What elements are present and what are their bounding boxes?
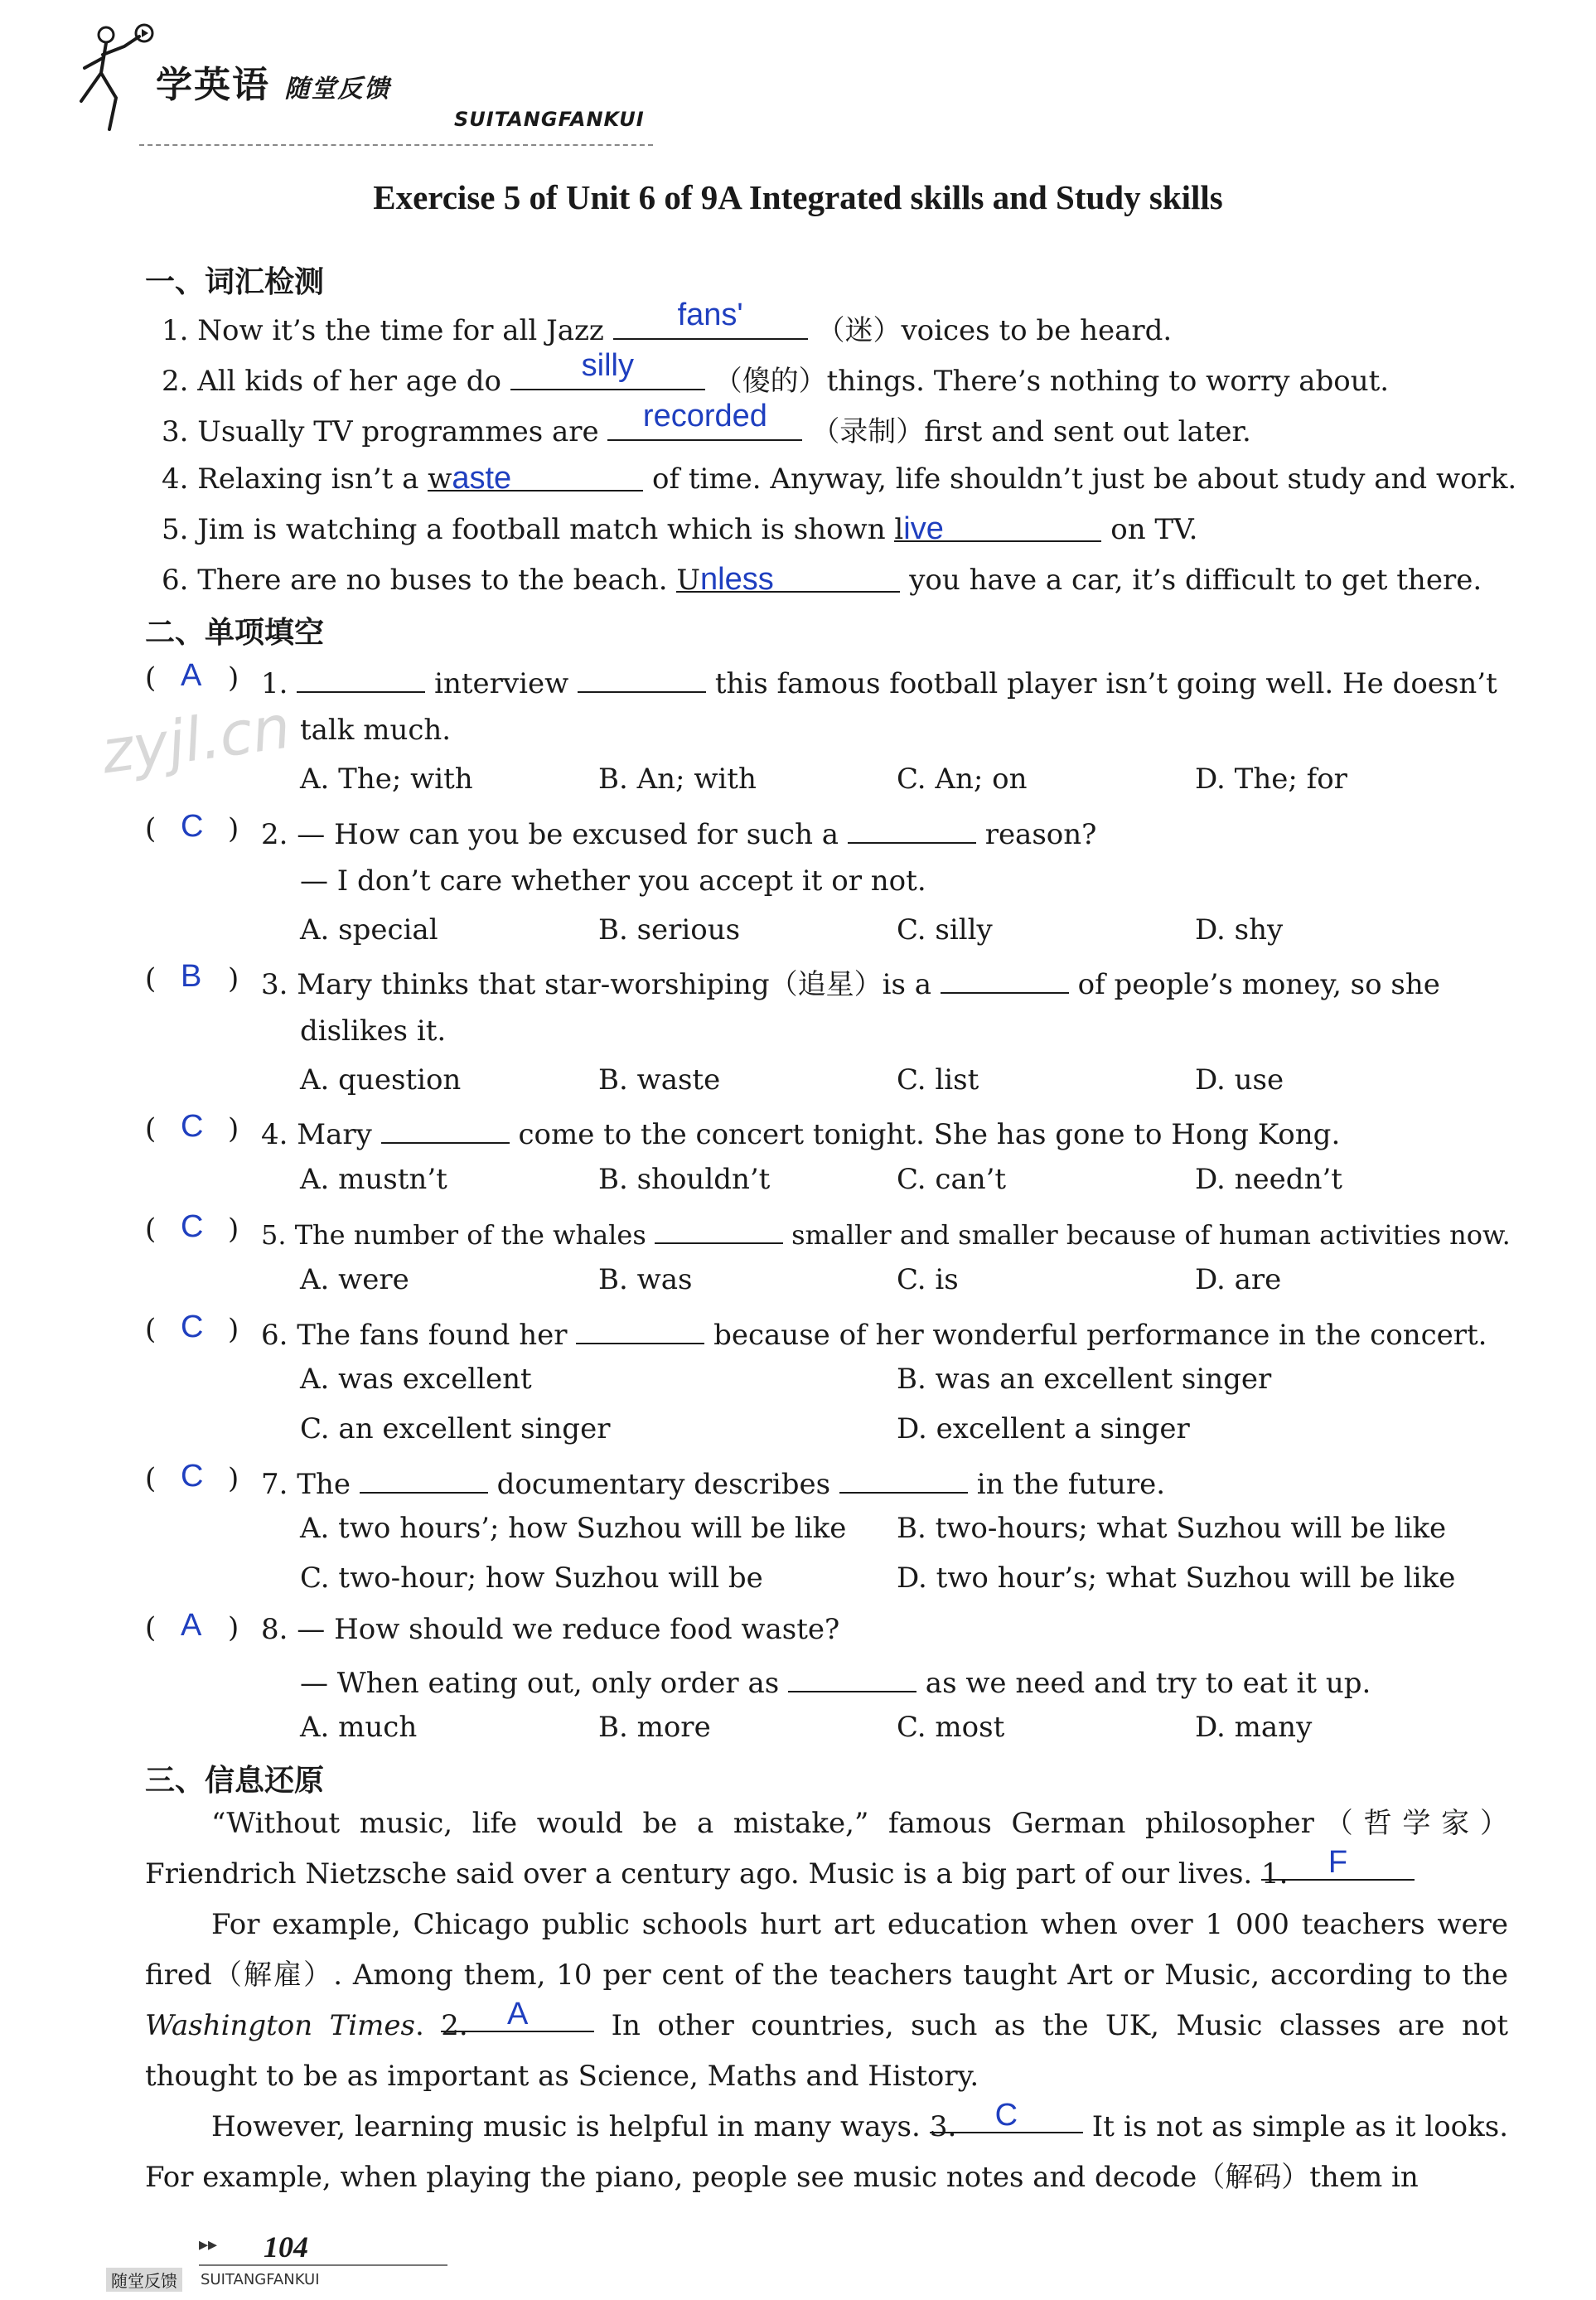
answer-blank[interactable]	[613, 298, 808, 340]
paren-left: (	[145, 1462, 157, 1495]
header	[73, 22, 670, 129]
option-a[interactable]: A. mustn’t	[300, 1163, 447, 1196]
answer-blank[interactable]	[655, 1213, 783, 1244]
option-d[interactable]: D. are	[1195, 1263, 1282, 1296]
answer-blank[interactable]	[381, 1112, 510, 1144]
vocab-text: （录制）first and sent out later.	[811, 415, 1251, 448]
answer-blank-1[interactable]	[1261, 1845, 1415, 1891]
question-text	[261, 1462, 1165, 1503]
question-text	[261, 812, 1096, 853]
answer-blank[interactable]	[576, 1313, 704, 1344]
paren-right: )	[228, 1313, 239, 1346]
mc-answer[interactable]: C	[181, 1109, 204, 1144]
question-text-part: The fans found her	[297, 1319, 568, 1352]
vocab-text: 2. All kids of her age do	[162, 365, 501, 398]
option-d[interactable]: D. shy	[1195, 913, 1284, 947]
passage-paragraph-2	[145, 1900, 1508, 2102]
option-c[interactable]: C. most	[897, 1711, 1005, 1744]
option-d[interactable]: D. excellent a singer	[897, 1412, 1190, 1445]
option-b[interactable]: B. two-hours; what Suzhou will be like	[897, 1512, 1447, 1545]
option-b[interactable]: B. serious	[598, 913, 741, 947]
section-2-heading: 二、单项填空	[145, 616, 325, 650]
answer-text: recorded	[642, 399, 767, 433]
vocab-text: 6. There are no buses to the beach.	[162, 564, 668, 597]
passage-text: However, learning music is helpful in many ways.	[211, 2110, 921, 2143]
vocab-text: 5. Jim is watching a football match which is shown	[162, 513, 886, 546]
answer-blank[interactable]	[510, 348, 705, 390]
given-letter: U	[676, 564, 701, 597]
vocab-text: you have a car, it’s difficult to get there.	[909, 564, 1482, 597]
option-a[interactable]: A. question	[300, 1063, 462, 1097]
mc-answer[interactable]: B	[181, 959, 202, 994]
vocab-text: 4. Relaxing isn’t a	[162, 462, 419, 496]
vocab-text: （傻的）things. There’s nothing to worry about.	[713, 365, 1390, 398]
mc-answer[interactable]: A	[181, 1608, 202, 1643]
footer	[106, 2230, 355, 2291]
passage-text: For example, Chicago public schools hurt art education when over 1 000 teachers were fired（解雇）. Among them, 10 per cent of the teachers taught Art or Music, according to the	[145, 1908, 1508, 1992]
passage-text: .	[414, 2009, 424, 2042]
question-number: 6.	[261, 1319, 288, 1352]
footer-rule	[199, 2264, 447, 2266]
vocab-text: 3. Usually TV programmes are	[162, 415, 599, 448]
mc-answer[interactable]: C	[181, 1459, 204, 1494]
option-a[interactable]: A. were	[300, 1263, 409, 1296]
vocab-item-2	[162, 348, 1390, 399]
answer-blank-3[interactable]	[929, 2098, 1083, 2143]
paren-right: )	[228, 1611, 239, 1644]
brand-title	[156, 55, 390, 108]
answer-text: C	[994, 2098, 1018, 2133]
option-a[interactable]: A. special	[300, 913, 438, 947]
option-d[interactable]: D. many	[1195, 1711, 1313, 1744]
vocab-item-6	[162, 561, 1482, 598]
paren-left: (	[145, 1112, 157, 1145]
option-c[interactable]: C. is	[897, 1263, 959, 1296]
question-text	[261, 1313, 1487, 1353]
question-number: 3.	[261, 968, 288, 1001]
question-number: 2.	[261, 818, 288, 851]
option-b[interactable]: B. was an excellent singer	[897, 1363, 1272, 1396]
option-b[interactable]: B. An; with	[598, 763, 757, 796]
passage-paragraph-1	[145, 1799, 1508, 1900]
question-text	[261, 1213, 1511, 1253]
paren-left: (	[145, 661, 157, 695]
answer-text: F	[1328, 1845, 1348, 1880]
question-number: 4.	[261, 1118, 288, 1151]
newspaper-name: Washington Times	[145, 2009, 415, 2042]
section-3-heading: 三、信息还原	[145, 1764, 325, 1798]
question-text-part: — How can you be excused for such a	[297, 818, 839, 851]
answer-blank[interactable]	[839, 1462, 968, 1494]
option-c[interactable]: C. silly	[897, 913, 993, 947]
option-b[interactable]: B. shouldn’t	[598, 1163, 771, 1196]
option-c[interactable]: C. an excellent singer	[300, 1412, 611, 1445]
page-title: Exercise 5 of Unit 6 of 9A Integrated skills and Study skills	[373, 178, 1223, 216]
passage-paragraph-3	[145, 2098, 1509, 2203]
option-d[interactable]: D. use	[1195, 1063, 1284, 1097]
mc-answer[interactable]: C	[181, 809, 204, 844]
runner-logo-icon	[73, 22, 156, 138]
question-text	[261, 1611, 839, 1648]
paren-left: (	[145, 962, 157, 995]
option-b[interactable]: B. waste	[598, 1063, 721, 1097]
answer-blank-2[interactable]	[441, 1997, 594, 2042]
answer-blank[interactable]	[607, 399, 802, 441]
question-text-part: Mary	[297, 1118, 372, 1151]
vocab-text: of time. Anyway, life shouldn’t just be about study and work.	[652, 462, 1517, 496]
question-text-part: this famous football player isn’t going well. He doesn’t	[714, 667, 1497, 700]
question-text-part: interview	[434, 667, 569, 700]
vocab-item-3	[162, 399, 1251, 450]
paren-left: (	[145, 1213, 157, 1246]
blank-number: 2.	[441, 2009, 468, 2042]
option-b[interactable]: B. was	[598, 1263, 693, 1296]
question-text-part: as we need and try to eat it up.	[925, 1667, 1371, 1700]
question-text-part: because of her wonderful performance in the concert.	[713, 1319, 1487, 1352]
question-text-cont: dislikes it.	[300, 1014, 447, 1048]
question-number: 7.	[261, 1468, 288, 1501]
passage-text: It is not as simple as it looks. For example, when playing the piano, people see music notes and decode（解码）them in	[145, 2110, 1509, 2194]
option-a[interactable]: A. was excellent	[300, 1363, 532, 1396]
answer-blank[interactable]	[894, 511, 1101, 546]
option-c[interactable]: C. An; on	[897, 763, 1028, 796]
answer-blank[interactable]	[578, 661, 706, 693]
paren-right: )	[228, 1112, 239, 1145]
option-b[interactable]: B. more	[598, 1711, 711, 1744]
option-c[interactable]: C. can’t	[897, 1163, 1007, 1196]
question-number: 1.	[261, 667, 288, 700]
question-text-part: smaller and smaller because of human activities now.	[791, 1219, 1511, 1251]
question-text-part: Mary thinks that star-worshiping（追星）is a	[297, 968, 931, 1001]
given-letter: w	[428, 462, 452, 496]
paren-right: )	[228, 1462, 239, 1495]
blank-number: 3.	[929, 2110, 957, 2143]
question-text-part: The	[297, 1468, 351, 1501]
answer-text: A	[507, 1997, 529, 2031]
question-text-part: reason?	[984, 818, 1097, 851]
option-a[interactable]: A. The; with	[300, 763, 473, 796]
vocab-item-1	[162, 298, 1173, 349]
mc-answer[interactable]: A	[181, 658, 202, 693]
question-text	[261, 962, 1440, 1003]
question-text	[261, 1112, 1340, 1153]
passage-text: In other countries, such as the UK, Music classes are not thought to be as important as Science, Maths and History.	[145, 2009, 1508, 2093]
paren-right: )	[228, 812, 239, 845]
question-text-cont: talk much.	[300, 714, 452, 747]
paren-right: )	[228, 962, 239, 995]
question-text-part: — How should we reduce food waste?	[297, 1613, 840, 1646]
header-divider	[139, 144, 653, 146]
paren-left: (	[145, 1313, 157, 1346]
page-number: 104	[264, 2230, 308, 2264]
double-arrow-icon: ▸▸	[199, 2235, 218, 2255]
question-text-part: — When eating out, only order as	[300, 1667, 780, 1700]
answer-blank[interactable]	[941, 962, 1069, 994]
question-text-cont: — I don’t care whether you accept it or not.	[300, 864, 926, 898]
footer-tag: 随堂反馈	[106, 2268, 182, 2292]
paren-right: )	[228, 661, 239, 695]
answer-blank[interactable]	[676, 561, 900, 597]
question-number: 5.	[261, 1219, 287, 1251]
answer-blank[interactable]	[848, 812, 976, 844]
vocab-text: 1. Now it’s the time for all Jazz	[162, 314, 604, 347]
answer-text: ive	[903, 511, 944, 546]
answer-blank[interactable]	[428, 460, 643, 496]
question-text-part: in the future.	[976, 1468, 1165, 1501]
question-text-part: The number of the whales	[294, 1219, 646, 1251]
answer-text: aste	[452, 461, 512, 496]
answer-text: nless	[700, 562, 774, 597]
answer-blank[interactable]	[360, 1462, 488, 1494]
option-d[interactable]: D. needn’t	[1195, 1163, 1342, 1196]
question-text-part: of people’s money, so she	[1077, 968, 1440, 1001]
vocab-text: （迷）voices to be heard.	[816, 314, 1173, 347]
vocab-item-4	[162, 460, 1516, 497]
passage-text: “Without music, life would be a mistake,” famous German philosopher（哲学家）Friendrich Nietzsche said over a century ago. Music is a big part of our lives.	[145, 1807, 1508, 1891]
option-d[interactable]: D. two hour’s; what Suzhou will be like	[897, 1562, 1456, 1595]
blank-number: 1.	[1261, 1857, 1289, 1891]
option-c[interactable]: C. list	[897, 1063, 979, 1097]
answer-text: fans'	[677, 298, 743, 332]
question-number: 8.	[261, 1613, 288, 1646]
paren-left: (	[145, 812, 157, 845]
mc-answer[interactable]: C	[181, 1310, 204, 1344]
question-text-part: documentary describes	[496, 1468, 831, 1501]
option-c[interactable]: C. two-hour; how Suzhou will be	[300, 1562, 763, 1595]
question-text-cont	[300, 1661, 1371, 1702]
option-a[interactable]: A. two hours’; how Suzhou will be like	[300, 1512, 847, 1545]
question-text	[261, 661, 1497, 702]
option-a[interactable]: A. much	[300, 1711, 418, 1744]
footer-tag-pinyin: SUITANGFANKUI	[201, 2271, 320, 2288]
brand-main: 学英语	[156, 64, 270, 106]
paren-left: (	[145, 1611, 157, 1644]
vocab-item-5	[162, 511, 1198, 548]
question-text-part: come to the concert tonight. She has gone to Hong Kong.	[518, 1118, 1341, 1151]
paren-right: )	[228, 1213, 239, 1246]
watermark: zyjl.cn	[97, 691, 295, 787]
brand-pinyin: SUITANGFANKUI	[454, 108, 645, 131]
mc-answer[interactable]: C	[181, 1209, 204, 1244]
brand-sub: 随堂反馈	[284, 75, 391, 104]
given-letter: l	[894, 513, 904, 546]
answer-blank[interactable]	[297, 661, 425, 693]
answer-blank[interactable]	[788, 1661, 916, 1692]
answer-text: silly	[581, 348, 634, 383]
vocab-text: on TV.	[1110, 513, 1198, 546]
section-1-heading: 一、词汇检测	[145, 265, 325, 299]
option-d[interactable]: D. The; for	[1195, 763, 1347, 796]
